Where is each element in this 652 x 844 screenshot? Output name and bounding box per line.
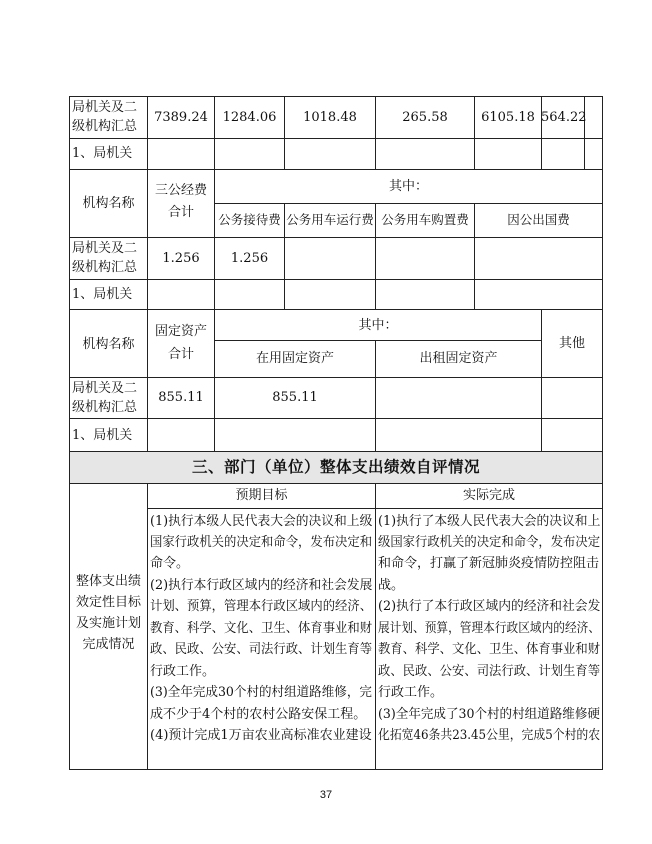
s3-summary-label-1: 局机关及二 bbox=[72, 381, 138, 396]
expected-line-8: 行政工作。 bbox=[150, 664, 216, 679]
expected-line-3: 命令。 bbox=[150, 556, 190, 571]
s3-col-leased: 出租固定资产 bbox=[419, 351, 498, 366]
s2-col-vehicle-purchase: 公务用车购置费 bbox=[381, 212, 469, 227]
s1-value-6: 564.22 bbox=[541, 110, 587, 125]
expected-line-7: 政、民政、公安、司法行政、计划生育等 bbox=[150, 642, 373, 657]
expected-line-2: 国家行政机关的决定和命令，发布决定和 bbox=[150, 535, 373, 550]
s1-value-5: 6105.18 bbox=[481, 110, 535, 125]
expected-line-10: 成不少于4个村的农村公路安保工程。 bbox=[150, 707, 367, 722]
expected-line-4: (2)执行本行政区域内的经济和社会发展 bbox=[150, 578, 373, 593]
s3-org-name-header: 机构名称 bbox=[82, 337, 135, 352]
expected-line-9: (3)全年完成30个村的村组道路维修，完 bbox=[150, 685, 372, 700]
s1-summary-label-2: 级机构汇总 bbox=[72, 119, 138, 134]
s2-total-header-1: 三公经费 bbox=[154, 183, 207, 198]
s2-org-name-header: 机构名称 bbox=[82, 196, 135, 211]
s3-other-header: 其他 bbox=[558, 336, 585, 351]
actual-line-8: 政、民政、公安、司法行政、计划生育等 bbox=[378, 664, 601, 679]
s3-total-header-2: 合计 bbox=[167, 347, 194, 362]
s3-value-total: 855.11 bbox=[158, 390, 204, 405]
s2-col-reception: 公务接待费 bbox=[218, 212, 281, 227]
s3-of-which-header: 其中： bbox=[358, 318, 398, 333]
actual-line-9: 行政工作。 bbox=[378, 685, 444, 700]
s2-summary-label-1: 局机关及二 bbox=[72, 241, 138, 256]
expected-line-6: 教育、科学、文化、卫生、体育事业和财 bbox=[150, 621, 373, 636]
actual-line-11: 化拓宽46条共23.45公里，完成5个村的农 bbox=[378, 728, 601, 743]
row-label-line-4: 完成情况 bbox=[82, 637, 135, 652]
s1-value-total: 7389.24 bbox=[154, 110, 208, 125]
s1-value-2: 1284.06 bbox=[222, 110, 277, 125]
actual-line-7: 教育、科学、文化、卫生、体育事业和财 bbox=[378, 642, 601, 657]
s3-total-header-1: 固定资产 bbox=[154, 324, 207, 339]
actual-line-5: (2)执行了本行政区域内的经济和社会发 bbox=[378, 599, 601, 614]
actual-line-3: 和命令，打赢了新冠肺炎疫情防控阻击 bbox=[378, 556, 600, 571]
s2-value-total: 1.256 bbox=[162, 251, 200, 266]
s3-col-in-use: 在用固定资产 bbox=[255, 351, 334, 366]
actual-line-4: 战。 bbox=[378, 578, 405, 593]
row-label-line-2: 效定性目标 bbox=[75, 595, 141, 610]
section-title: 三、部门（单位）整体支出绩效自评情况 bbox=[191, 458, 480, 476]
actual-line-6: 展计划、预算，管理本行政区域内的经济、 bbox=[378, 621, 601, 636]
s2-col-overseas-travel: 因公出国费 bbox=[507, 212, 570, 227]
page-number: 37 bbox=[319, 789, 333, 801]
actual-line-1: (1)执行了本级人民代表大会的决议和上 bbox=[378, 514, 601, 529]
s2-value-reception: 1.256 bbox=[230, 251, 269, 266]
s3-value-in-use: 855.11 bbox=[272, 390, 318, 405]
actual-line-10: (3)全年完成了30个村的村组道路维修硬 bbox=[378, 707, 600, 722]
s2-summary-label-2: 级机构汇总 bbox=[72, 260, 138, 275]
s3-bureau-label: 1、局机关 bbox=[72, 428, 133, 443]
header-actual: 实际完成 bbox=[462, 488, 515, 503]
actual-line-2: 级国家行政机关的决定和命令，发布决定 bbox=[378, 535, 601, 550]
s1-bureau-label: 1、局机关 bbox=[72, 146, 133, 161]
expected-line-1: (1)执行本级人民代表大会的决议和上级 bbox=[150, 514, 373, 529]
s1-value-3: 1018.48 bbox=[303, 110, 357, 125]
expected-line-5: 计划、预算，管理本行政区域内的经济、 bbox=[150, 599, 373, 614]
s2-bureau-label: 1、局机关 bbox=[72, 287, 133, 302]
header-expected: 预期目标 bbox=[235, 488, 288, 503]
s2-of-which-header: 其中： bbox=[388, 179, 428, 194]
s1-summary-label-1: 局机关及二 bbox=[72, 100, 138, 115]
row-label-line-1: 整体支出绩 bbox=[75, 574, 141, 589]
expected-line-11: (4)预计完成1万亩农业高标准农业建设 bbox=[150, 728, 372, 743]
s2-col-vehicle-operation: 公务用车运行费 bbox=[286, 212, 374, 227]
s3-summary-label-2: 级机构汇总 bbox=[72, 400, 138, 415]
s2-total-header-2: 合计 bbox=[167, 205, 194, 220]
s1-value-4: 265.58 bbox=[402, 110, 448, 125]
row-label-line-3: 及实施计划 bbox=[75, 616, 141, 631]
